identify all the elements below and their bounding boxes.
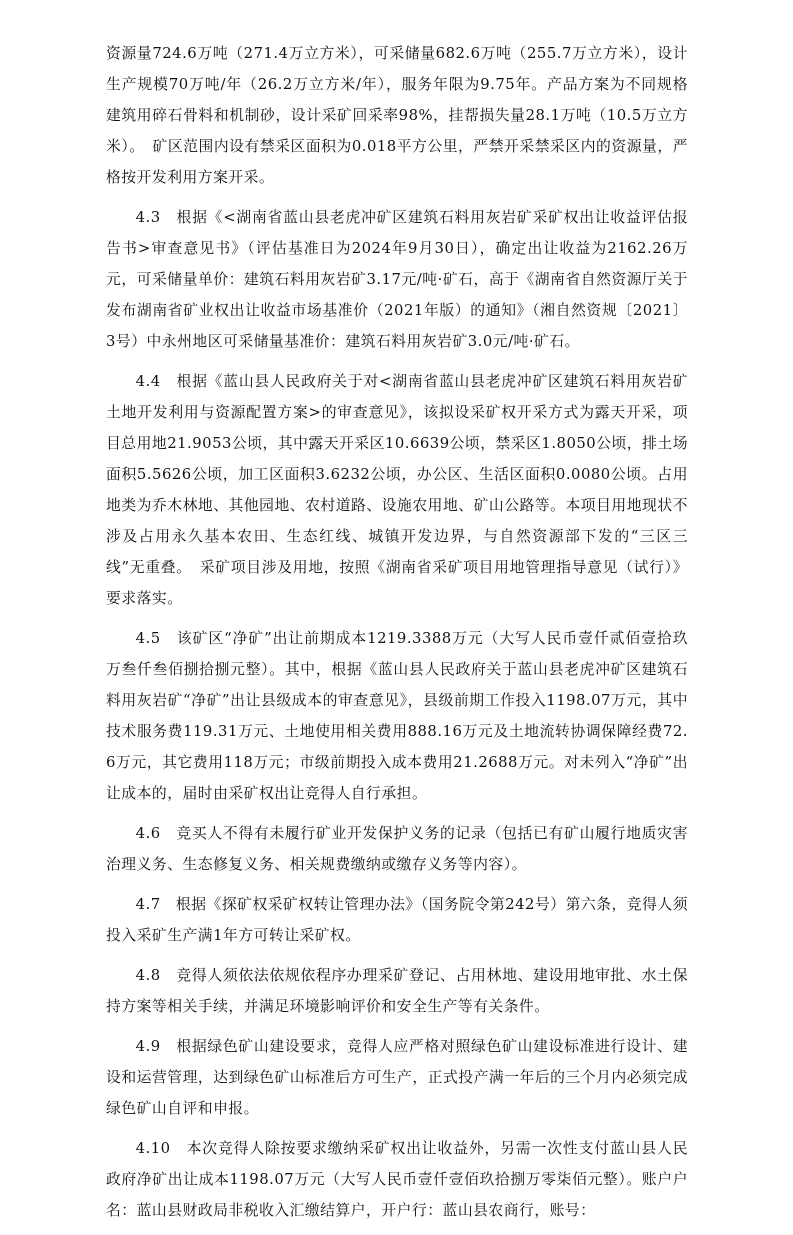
document-body (106, 38, 688, 1235)
paragraph-4-7: 4.7 根据《探矿权采矿权转让管理办法》（国务院令第242号）第六条，竞得人须投入采矿生产满1年方可转让采矿权。 (106, 896, 688, 944)
paragraph-4-10: 4.10 本次竞得人除按要求缴纳采矿权出让收益外，另需一次性支付蓝山县人民政府净矿出让成本1198.07万元（大写人民币壹仟壹佰玖拾捌万零柒佰元整）。账户户名：蓝山县财政局非税收入汇缴结算户，开户行：蓝山县农商行，账号： (106, 1140, 688, 1219)
paragraph-4-6: 4.6 竞买人不得有未履行矿业开发保护义务的记录（包括已有矿山履行地质灾害治理义务、生态修复义务、相关规费缴纳或缴存义务等内容）。 (106, 825, 688, 873)
paragraph-4-4: 4.4 根据《蓝山县人民政府关于对<湖南省蓝山县老虎冲矿区建筑石料用灰岩矿土地开发利用与资源配置方案>的审查意见》，该拟设采矿权开采方式为露天开采，项目总用地21.9053公顷，其中露天开采区10.6639公顷，禁采区1.8050公顷，排土场面积5.5626公顷，加工区面积3.6232公顷，办公区、生活区面积0.0080公顷。占用地类为乔木林地、其他园地、农村道路、设施农用地、矿山公路等。本项目用地现状不涉及占用永久基本农田、生态红线、城镇开发边界，与自然资源部下发的“三区三线”无重叠。 采矿项目涉及用地，按照《湖南省采矿项目用地管理指导意见（试行）》要求落实。 (106, 373, 688, 607)
paragraph-4-3: 4.3 根据《<湖南省蓝山县老虎冲矿区建筑石料用灰岩矿采矿权出让收益评估报告书>审查意见书》（评估基准日为2024年9月30日），确定出让收益为2162.26万元，可采储量单价：建筑石料用灰岩矿3.17元/吨·矿石，高于《湖南省自然资源厅关于发布湖南省矿业权出让收益市场基准价（2021年版）的通知》（湘自然资规〔2021〕3号）中永州地区可采储量基准价：建筑石料用灰岩矿3.0元/吨·矿石。 (106, 209, 688, 350)
paragraph-resource-continuation: 资源量724.6万吨（271.4万立方米），可采储量682.6万吨（255.7万立方米），设计生产规模70万吨/年（26.2万立方米/年），服务年限为9.75年。产品方案为不同规格建筑用碎石骨料和机制砂，设计采矿回采率98%，挂帮损失量28.1万吨（10.5万立方米）。 矿区范围内设有禁采区面积为0.018平方公里，严禁开采禁采区内的资源量，严格按开发利用方案开采。 (106, 45, 688, 186)
paragraph-4-9: 4.9 根据绿色矿山建设要求，竞得人应严格对照绿色矿山建设标准进行设计、建设和运营管理，达到绿色矿山标准后方可生产，正式投产满一年后的三个月内必须完成绿色矿山自评和申报。 (106, 1038, 688, 1117)
paragraph-4-5: 4.5 该矿区“净矿”出让前期成本1219.3388万元（大写人民币壹仟贰佰壹拾玖万叁仟叁佰捌拾捌元整）。其中，根据《蓝山县人民政府关于蓝山县老虎冲矿区建筑石料用灰岩矿“净矿”出让县级成本的审查意见》，县级前期工作投入1198.07万元，其中技术服务费119.31万元、土地使用相关费用888.16万元及土地流转协调保障经费72.6万元，其它费用118万元；市级前期投入成本费用21.2688万元。对未列入“净矿”出让成本的，届时由采矿权出让竞得人自行承担。 (106, 630, 688, 802)
paragraph-4-8: 4.8 竞得人须依法依规依程序办理采矿登记、占用林地、建设用地审批、水土保持方案等相关手续，并满足环境影响评价和安全生产等有关条件。 (106, 967, 688, 1015)
